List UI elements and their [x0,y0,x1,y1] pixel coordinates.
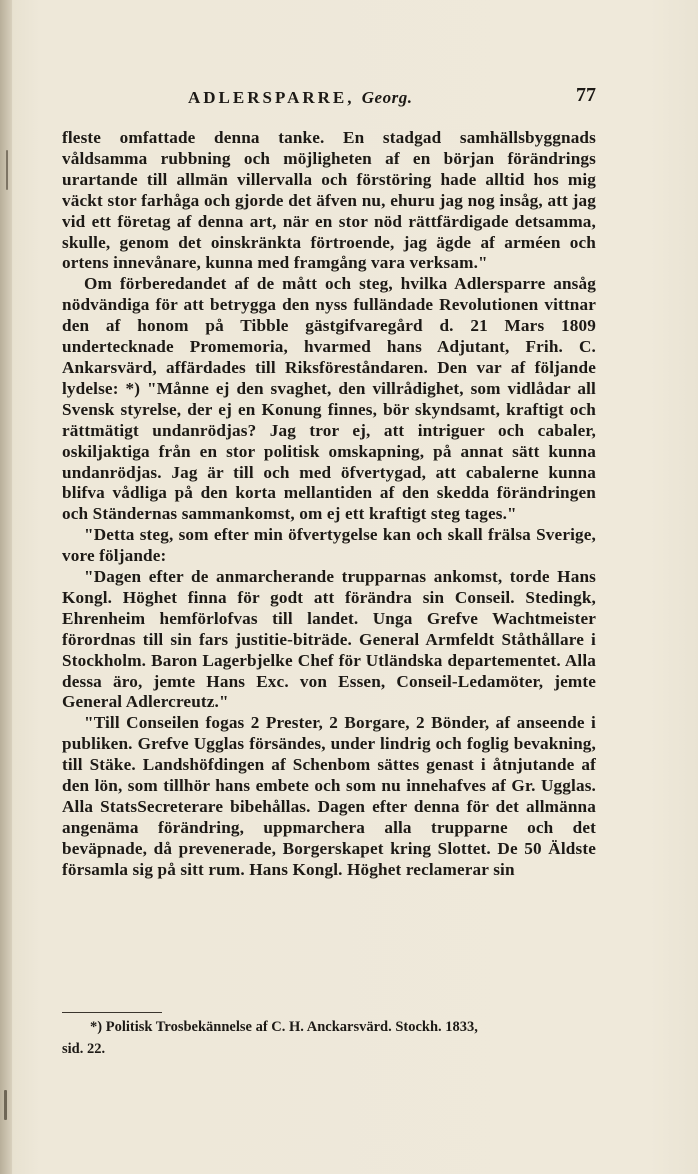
page-header [62,84,596,114]
paragraph-1: fleste omfattade denna tanke. En stadgad samhällsbyggnads våldsamma rubbning och möjligheten af en början förändrings urartande till allmän villervalla och förstöring hade alltid hos mig väckt stor farhåga och gjorde det äfven nu, ehuru jag nog insåg, att jag vid ett företag af denna art, när en stor nöd rättfärdigade detsamma, skulle, genom det oinskränkta förtroende, jag ägde af arméen och ortens innevånare, kunna med framgång vara verksam." [62,128,596,273]
page-edge-mark [6,150,8,190]
paragraph-5: "Till Conseilen fogas 2 Prester, 2 Borgare, 2 Bönder, af anseende i publiken. Grefve Ugglas försändes, under lindrig och foglig bevakning, till Stäke. Landshöfdingen af Schenbom sättes genast i åtnjutande af den lön, som tillhör hans embete och som nu innehafves af Gr. Ugglas. Alla StatsSecreterare bibehållas. Dagen efter denna för det allmänna angenäma förändring, uppmarchera alla trupparne och det beväpnade, då prevenerade, Borgerskapet kring Slottet. De 50 Äldste församla sig på sitt rum. Hans Kongl. Höghet reclamerar sin [62,713,596,879]
paragraph-4: "Dagen efter de anmarcherande trupparnas ankomst, torde Hans Kongl. Höghet finna för godt att förändra sin Conseil. Stedingk, Ehrenheim hemförlofvas till landet. Unga Grefve Wachtmeister förordnas till sin fars justitie-biträde. General Armfeldt Ståthållare i Stockholm. Baron Lagerbjelke Chef för Utländska departementet. Alla dessa äro, jemte Hans Exc. von Essen, Conseil-Ledamöter, jemte General Adlercreutz." [62,567,596,712]
footnote-marker: *) [90,1019,103,1035]
paragraph-3: "Detta steg, som efter min öfvertygelse kan och skall frälsa Sverige, vore följande: [62,525,596,566]
footnote-text-line2: sid. 22. [62,1041,106,1057]
paragraph-2: Om förberedandet af de mått och steg, hvilka Adlersparre ansåg nödvändiga för att betrygga den nyss fulländade Revolutionen vittnar den af honom på Tibble gästgifvaregård d. 21 Mars 1809 undertecknade Promemoria, hvarmed hans Adjutant, Frih. C. Ankarsvärd, affärdades till Riksföreståndaren. Den var af följande lydelse: *) "Månne ej den svaghet, den villrådighet, som vidlådar all Svensk styrelse, der ej en Konung finnes, bör skyndsamt, kraftigt och rättmätigt undanrödjas? Jag tror ej, att intriguer och cabaler, oskiljaktiga från en stor politisk omskapning, på annat sätt kunna undanrödjas. Jag är till och med öfvertygad, att cabalerne kunna blifva vådliga på den korta mellantiden af den skedda förändringen och Ständernas sammankomst, om ej ett kraftigt steg tages." [62,274,596,524]
footnote-divider [62,1012,162,1013]
footnote [62,1016,622,1060]
running-head-forename: Georg. [361,88,413,107]
running-head [188,88,412,108]
running-head-surname: ADLERSPARRE, [188,88,355,107]
footnote-text: Politisk Trosbekännelse af C. H. Anckarsvärd. Stockh. 1833, [105,1019,478,1035]
body-text [62,128,596,881]
page-number: 77 [576,84,596,106]
page-edge-mark [4,1090,7,1120]
